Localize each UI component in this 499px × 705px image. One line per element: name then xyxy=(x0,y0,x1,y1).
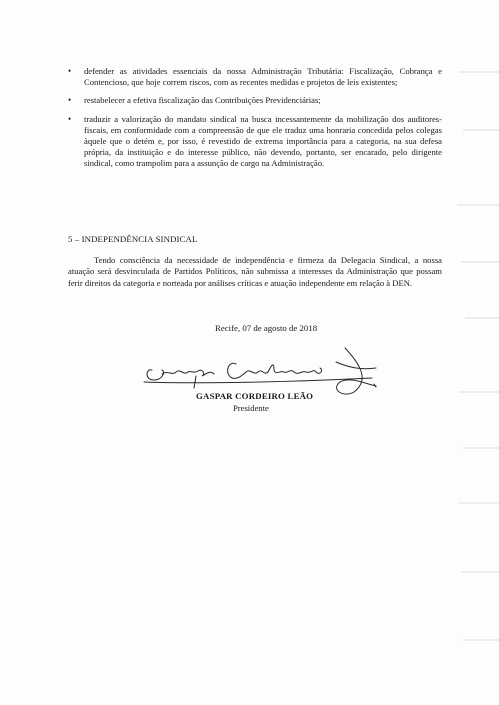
list-item xyxy=(68,66,442,88)
bullet-icon: • xyxy=(68,66,72,76)
list-item-text: defender as atividades essenciais da nossa Administração Tributária: Fiscalização, Cobrança e Contencioso, que hoje correm riscos, com as recentes medidas e projetos de leis existentes; xyxy=(84,66,442,88)
bullet-list xyxy=(68,66,442,177)
section-paragraph: Tendo consciência da necessidade de independência e firmeza da Delegacia Sindical, a nossa atuação será desvinculada de Partidos Políticos, não submissa a interesses da Administração que possam ferir direitos da categoria e norteada por análises críticas e atuação independente em relação à DEN. xyxy=(68,255,442,288)
bullet-icon: • xyxy=(68,95,72,106)
signatory-name: GASPAR CORDEIRO LEÃO xyxy=(196,391,314,401)
signatory-role: Presidente xyxy=(233,403,269,413)
bullet-icon: • xyxy=(68,113,72,124)
page-edge-marks xyxy=(439,0,499,705)
signing-date: Recife, 07 de agosto de 2018 xyxy=(215,323,318,333)
section-title: 5 – INDEPENDÊNCIA SINDICAL xyxy=(68,234,198,244)
list-item xyxy=(68,114,442,170)
list-item-text: restabelecer a efetiva fiscalização das Contribuições Previdenciárias; xyxy=(84,95,321,106)
list-item-text: traduzir a valorização do mandato sindical na busca incessantemente da mobilização dos auditores-fiscais, em conformidade com a compreensão de que ele traduz uma honraria concedida pelos colegas àquele que o detém e, por isso, é revestido de extrema importância para a categoria, na sua defesa própria, da instituição e do interesse público, não devendo, portanto, ser encarado, pelo dirigente sindical, como trampolim para a assunção de cargo na Administração. xyxy=(84,113,442,169)
list-item xyxy=(68,95,442,106)
